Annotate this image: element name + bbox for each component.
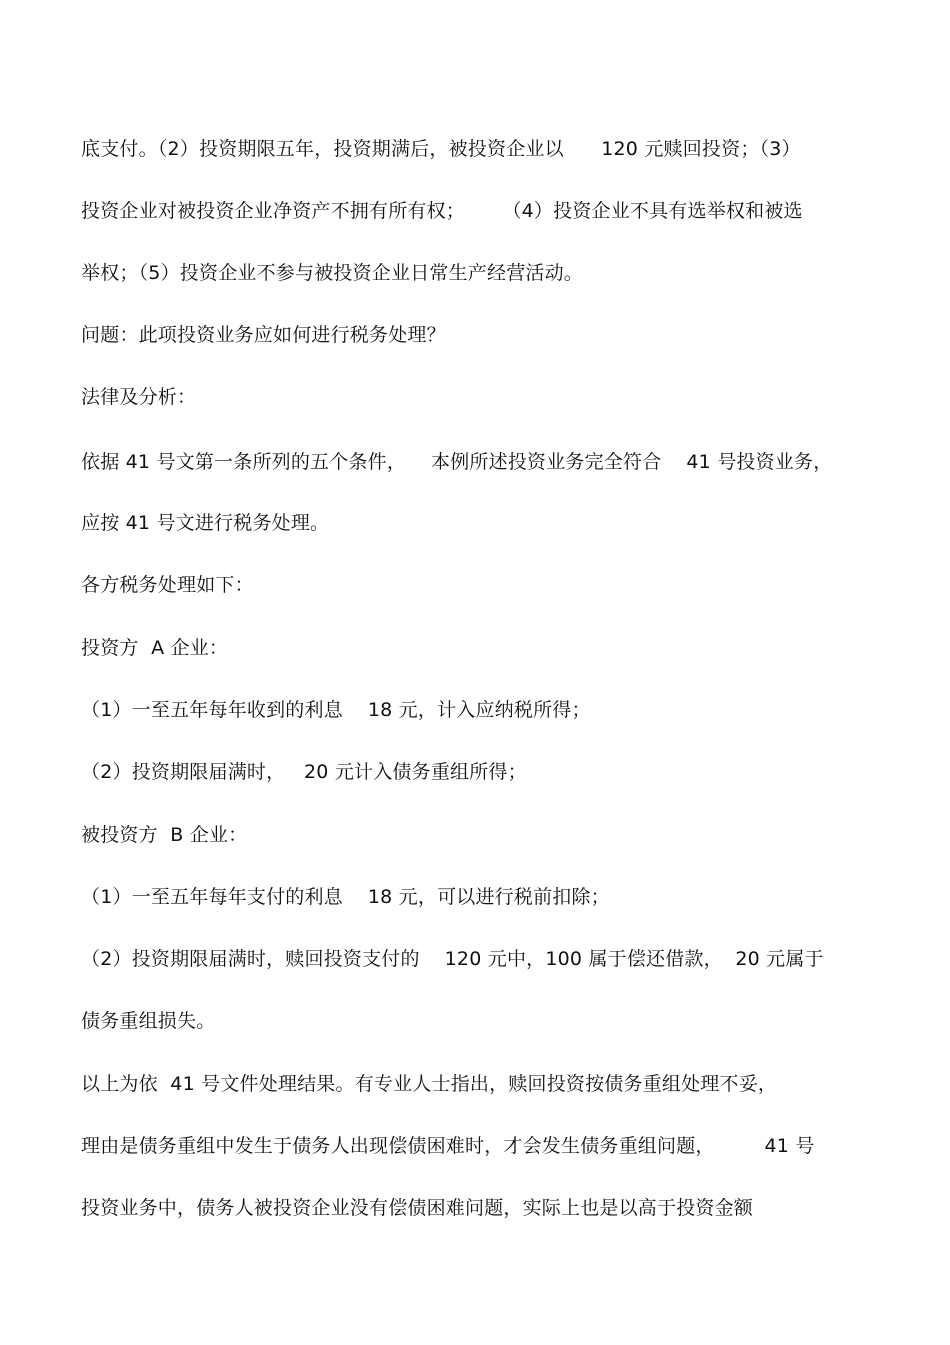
section-heading: 法律及分析： [81, 386, 197, 408]
paragraph-line: 投资业务中，债务人被投资企业没有偿债困难问题，实际上也是以高于投资金额 [81, 1197, 754, 1219]
paragraph-line: 以上为依 41 号文件处理结果。有专业人士指出，赎回投资按债务重组处理不妥， [81, 1073, 778, 1095]
section-heading: 各方税务处理如下： [81, 574, 254, 596]
paragraph-line: 理由是债务重组中发生于债务人出现偿债困难时，才会发生债务重组问题， 41 号 [81, 1135, 815, 1157]
list-item: （1）一至五年每年支付的利息 18 元，可以进行税前扣除； [81, 886, 610, 908]
paragraph-line: 依据 41 号文第一条所列的五个条件， 本例所述投资业务完全符合 41 号投资业务， [81, 451, 833, 473]
paragraph-line: 应按 41 号文进行税务处理。 [81, 512, 330, 534]
subsection-heading: 被投资方 B 企业： [81, 824, 248, 846]
list-item: （2）投资期限届满时，赎回投资支付的 120 元中，100 属于偿还借款， 20 元属于 [81, 948, 824, 970]
paragraph-line: 举权；（5）投资企业不参与被投资企业日常生产经营活动。 [81, 262, 583, 284]
list-item: （2）投资期限届满时， 20 元计入债务重组所得； [81, 761, 527, 783]
paragraph-line: 问题：此项投资业务应如何进行税务处理？ [81, 324, 446, 346]
list-item: （1）一至五年每年收到的利息 18 元，计入应纳税所得； [81, 699, 591, 721]
paragraph-line: 投资企业对被投资企业净资产不拥有所有权； （4）投资企业不具有选举权和被选 [81, 200, 803, 222]
paragraph-line: 底支付。（2）投资期限五年，投资期满后，被投资企业以 120 元赎回投资；（3） [81, 138, 801, 160]
paragraph-line: 债务重组损失。 [81, 1010, 216, 1032]
subsection-heading: 投资方 A 企业： [81, 637, 229, 659]
